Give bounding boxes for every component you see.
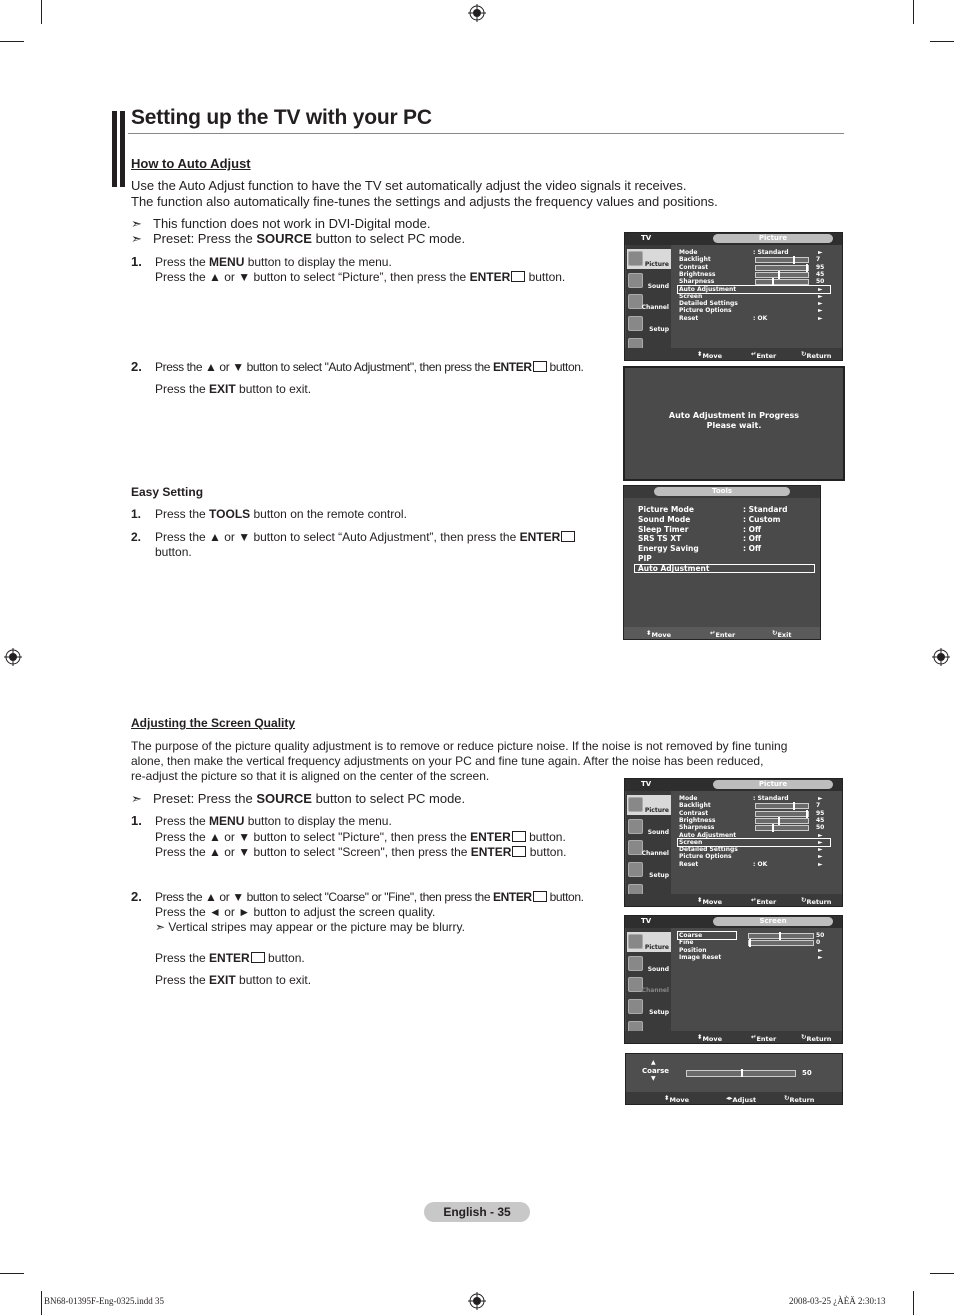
note-arrow-icon: ➣ xyxy=(131,216,142,231)
osd-slider[interactable] xyxy=(755,811,809,817)
osd-row-value: 50 xyxy=(816,824,825,832)
enter-icon xyxy=(512,846,526,857)
submenu-arrow-icon: ► xyxy=(818,314,823,322)
progress-line2: Please wait. xyxy=(706,421,762,430)
submenu-arrow-icon: ► xyxy=(818,831,823,839)
auto-note1 xyxy=(131,216,430,232)
osd-row-value: 50 xyxy=(816,278,825,286)
footer-left: BN68-01395F-Eng-0325.indd 35 xyxy=(44,1296,164,1306)
sidebar-label: Picture xyxy=(644,944,669,951)
osd-menu-row[interactable]: Reset xyxy=(679,860,699,868)
osd-menu-row[interactable]: Auto Adjustment xyxy=(679,285,737,293)
tools-row-value: : Custom xyxy=(743,514,781,524)
sidebar-label: Channel xyxy=(641,304,669,311)
move-hint: ⬍ Move xyxy=(697,350,723,360)
picture-icon xyxy=(628,251,643,266)
slider-knob[interactable] xyxy=(779,932,781,940)
osd-menu-row[interactable]: Detailed Settings xyxy=(679,300,738,308)
slider-knob[interactable] xyxy=(806,264,808,272)
return-hint: ↻ Return xyxy=(784,1094,815,1104)
enter-icon xyxy=(251,952,265,963)
sidebar-label: Setup xyxy=(649,872,669,879)
setup-icon xyxy=(628,862,643,877)
osd-row-value: 45 xyxy=(816,816,825,824)
osd-menu-row[interactable]: Contrast xyxy=(679,809,709,817)
auto-intro-line2: The function also automatically fine-tunes the settings and adjusts the frequency values and positions. xyxy=(131,194,718,209)
enter-icon xyxy=(512,831,526,842)
crop-mark xyxy=(0,1273,24,1274)
slider-knob[interactable] xyxy=(741,1069,743,1077)
tools-row-value: : Off xyxy=(743,524,762,534)
slider-knob[interactable] xyxy=(793,802,795,810)
registration-mark-icon xyxy=(468,1292,486,1310)
quality-step2-line4: Press the ENTER button. xyxy=(155,951,305,965)
tools-row[interactable]: Sound Mode xyxy=(638,514,691,524)
osd-slider[interactable] xyxy=(755,272,809,278)
sidebar-item-picture[interactable] xyxy=(627,795,671,815)
osd-tv-label: TV xyxy=(641,917,652,925)
submenu-arrow-icon: ► xyxy=(818,860,823,868)
osd-screen-menu xyxy=(624,915,843,1044)
osd-highlight xyxy=(677,931,737,940)
submenu-arrow-icon: ► xyxy=(818,795,823,802)
osd-row-value: 45 xyxy=(816,270,825,278)
submenu-arrow-icon: ► xyxy=(818,846,823,854)
osd-row-value: 95 xyxy=(816,263,825,271)
return-hint: ↻ Return xyxy=(801,1033,832,1043)
note-arrow-icon: ➣ xyxy=(131,231,142,246)
osd-row-value: 50 xyxy=(816,932,825,939)
crop-mark xyxy=(930,41,954,42)
osd-menu-row[interactable]: Position xyxy=(679,946,707,954)
title-accent-bar xyxy=(120,111,125,187)
osd-footer xyxy=(625,894,842,906)
coarse-slider[interactable] xyxy=(686,1070,796,1077)
sound-icon xyxy=(628,819,643,834)
picture-icon xyxy=(628,934,643,949)
enter-icon xyxy=(561,531,575,542)
submenu-arrow-icon: ► xyxy=(818,307,823,315)
osd-footer xyxy=(624,627,820,639)
sidebar-label: Sound xyxy=(647,966,669,973)
sidebar-label: Sound xyxy=(647,283,669,290)
osd-picture-menu-2 xyxy=(624,778,843,907)
osd-highlight xyxy=(634,564,815,573)
registration-mark-icon xyxy=(468,4,486,22)
crop-mark xyxy=(913,1291,914,1315)
sidebar-item-picture[interactable] xyxy=(627,249,671,269)
picture-icon xyxy=(628,797,643,812)
registration-mark-icon xyxy=(4,648,22,666)
tools-row-value: : Off xyxy=(743,544,762,554)
submenu-arrow-icon: ► xyxy=(818,285,823,293)
enter-hint: ↵ Enter xyxy=(710,629,736,639)
crop-mark xyxy=(930,1273,954,1274)
osd-menu-row[interactable]: Reset xyxy=(679,314,699,322)
sidebar-label: Setup xyxy=(649,1009,669,1016)
section-heading-easy-setting: Easy Setting xyxy=(131,485,204,499)
quality-step1-line3: Press the ▲ or ▼ button to select "Screen", then press the ENTER button. xyxy=(155,845,567,859)
sidebar-label: Channel xyxy=(641,987,669,994)
osd-tv-label: TV xyxy=(641,780,652,788)
osd-auto-adjust-progress xyxy=(623,366,845,481)
sound-icon xyxy=(628,956,643,971)
crop-mark xyxy=(0,41,24,42)
down-arrow-icon: ▼ xyxy=(651,1075,656,1082)
quality-para-line3: re-adjust the picture so that it is aligned on the center of the screen. xyxy=(131,769,490,783)
sidebar-item-sound[interactable] xyxy=(627,817,671,837)
enter-hint: ↵ Enter xyxy=(751,896,777,906)
osd-slider[interactable] xyxy=(755,265,809,271)
adjust-hint: ◂▸ Adjust xyxy=(726,1094,757,1104)
step-number: 2. xyxy=(131,530,142,544)
progress-line1: Auto Adjustment in Progress xyxy=(668,411,800,420)
osd-menu-row[interactable]: Picture Options xyxy=(679,307,732,315)
tools-row[interactable]: SRS TS XT xyxy=(638,534,682,544)
quality-step1-line1: Press the MENU button to display the menu. xyxy=(155,814,392,828)
osd-picture-menu xyxy=(624,232,843,361)
osd-menu-row[interactable]: Sharpness xyxy=(679,824,715,832)
note-arrow-icon: ➣ xyxy=(155,920,169,934)
quality-step1-line2: Press the ▲ or ▼ button to select "Picture", then press the ENTER button. xyxy=(155,830,566,844)
quality-para-line1: The purpose of the picture quality adjustment is to remove or reduce picture noise. If the noise is not removed by fine tuning xyxy=(131,739,788,753)
enter-hint: ↵ Enter xyxy=(751,350,777,360)
sidebar-label: Sound xyxy=(647,829,669,836)
sidebar-item-channel[interactable] xyxy=(627,975,671,995)
auto-step1-line2: Press the ▲ or ▼ button to select “Picture”, then press the ENTER button. xyxy=(155,270,566,284)
sidebar-item-setup[interactable] xyxy=(627,997,671,1017)
osd-row-value: 7 xyxy=(816,802,821,810)
auto-step2-line1: Press the ▲ or ▼ button to select "Auto Adjustment", then press the ENTER button. xyxy=(155,360,584,374)
sidebar-label: Picture xyxy=(644,261,669,268)
step-number: 1. xyxy=(131,813,142,828)
osd-menu-row[interactable]: Screen xyxy=(679,838,703,846)
note-arrow-icon: ➣ xyxy=(131,791,142,806)
osd-highlight xyxy=(677,285,831,294)
osd-slider[interactable] xyxy=(755,803,809,809)
auto-intro-line1: Use the Auto Adjust function to have the TV set automatically adjust the video signals it receives. xyxy=(131,178,687,193)
osd-title: Tools xyxy=(654,487,790,496)
slider-knob[interactable] xyxy=(772,824,774,832)
osd-row-value: : OK xyxy=(753,860,768,868)
coarse-label: Coarse xyxy=(642,1067,670,1075)
tools-row[interactable]: Picture Mode xyxy=(638,505,694,514)
osd-menu-row[interactable]: Fine xyxy=(679,939,694,947)
slider-knob[interactable] xyxy=(778,817,780,825)
osd-slider[interactable] xyxy=(748,940,814,946)
auto-step2-line2: Press the EXIT button to exit. xyxy=(155,382,312,396)
osd-slider[interactable] xyxy=(755,818,809,824)
osd-menu-row[interactable]: Picture Options xyxy=(679,853,732,861)
osd-menu-row[interactable]: Image Reset xyxy=(679,953,722,961)
osd-row-value: : Standard xyxy=(753,795,789,802)
osd-row-value: 7 xyxy=(816,256,821,264)
crop-mark xyxy=(41,1291,42,1315)
osd-slider[interactable] xyxy=(755,825,809,831)
section-heading-auto-adjust: How to Auto Adjust xyxy=(131,156,251,171)
page-title: Setting up the TV with your PC xyxy=(131,106,432,129)
slider-knob[interactable] xyxy=(778,271,780,279)
sidebar-label: Setup xyxy=(649,326,669,333)
step-number: 1. xyxy=(131,254,142,269)
sidebar-item-channel[interactable] xyxy=(627,838,671,858)
title-accent-bar xyxy=(112,111,117,187)
enter-icon xyxy=(511,271,525,282)
osd-menu-row[interactable]: Screen xyxy=(679,292,703,300)
auto-step1-line1: Press the MENU button to display the menu. xyxy=(155,255,392,269)
note-bold: SOURCE xyxy=(256,231,312,246)
tools-row-value: : Off xyxy=(743,534,762,544)
osd-slider[interactable] xyxy=(755,257,809,263)
enter-icon xyxy=(533,891,547,902)
osd-menu-row[interactable]: Brightness xyxy=(679,816,716,824)
exit-hint: ↻ Exit xyxy=(772,629,792,639)
step-number: 2. xyxy=(131,889,142,904)
submenu-arrow-icon: ► xyxy=(818,249,823,256)
move-hint: ⬍ Move xyxy=(646,629,672,639)
submenu-arrow-icon: ► xyxy=(818,300,823,308)
submenu-arrow-icon: ► xyxy=(818,838,823,846)
coarse-value: 50 xyxy=(802,1069,812,1077)
footer-right: 2008-03-25 ¿ÀÈÄ 2:30:13 xyxy=(789,1296,886,1306)
easy-step2-line2: button. xyxy=(155,545,192,559)
sidebar-item-picture[interactable] xyxy=(627,932,671,952)
osd-footer xyxy=(625,348,842,360)
tools-row-value: : Standard xyxy=(743,505,788,514)
quality-step2-line1: Press the ▲ or ▼ button to select "Coarse" or "Fine", then press the ENTER button. xyxy=(155,890,584,904)
osd-menu-row[interactable]: Mode xyxy=(679,249,698,256)
osd-menu-row[interactable]: Sharpness xyxy=(679,278,715,286)
quality-step2-line2: Press the ◄ or ► button to adjust the screen quality. xyxy=(155,905,436,919)
osd-menu-row[interactable]: Contrast xyxy=(679,263,709,271)
osd-row-value: : OK xyxy=(753,314,768,322)
easy-step1: Press the TOOLS button on the remote control. xyxy=(155,507,407,521)
osd-menu-row[interactable]: Brightness xyxy=(679,270,716,278)
osd-tv-label: TV xyxy=(641,234,652,242)
enter-hint: ↵ Enter xyxy=(751,1033,777,1043)
crop-mark xyxy=(41,0,42,24)
osd-footer xyxy=(626,1092,842,1104)
osd-menu-row[interactable]: Backlight xyxy=(679,256,711,264)
registration-mark-icon xyxy=(932,648,950,666)
submenu-arrow-icon: ► xyxy=(818,853,823,861)
slider-knob[interactable] xyxy=(806,810,808,818)
sidebar-label: Channel xyxy=(641,850,669,857)
slider-knob[interactable] xyxy=(749,939,751,947)
osd-row-value: : Standard xyxy=(753,249,789,256)
submenu-arrow-icon: ► xyxy=(818,292,823,300)
step-number: 2. xyxy=(131,359,142,374)
move-hint: ⬍ Move xyxy=(664,1094,690,1104)
move-hint: ⬍ Move xyxy=(697,1033,723,1043)
sidebar-item-sound[interactable] xyxy=(627,271,671,291)
osd-menu-row[interactable]: Mode xyxy=(679,795,698,802)
sidebar-item-sound[interactable] xyxy=(627,954,671,974)
osd-title: Picture xyxy=(713,234,833,243)
quality-para-line2: alone, then make the vertical frequency adjustments on your PC and fine tune again. After the noise has been reduced, xyxy=(131,754,764,768)
osd-highlight xyxy=(677,838,831,847)
tools-row[interactable]: Sleep Timer xyxy=(638,524,689,534)
return-hint: ↻ Return xyxy=(801,896,832,906)
osd-footer xyxy=(625,1031,842,1043)
sidebar-item-setup[interactable] xyxy=(627,860,671,880)
osd-menu-row[interactable]: Detailed Settings xyxy=(679,846,738,854)
quality-note: ➣ Preset: Press the SOURCE button to select PC mode. xyxy=(131,791,466,806)
sidebar-item-setup[interactable] xyxy=(627,314,671,334)
osd-menu-row[interactable]: Coarse xyxy=(679,932,703,939)
easy-step2-line1: Press the ▲ or ▼ button to select “Auto Adjustment”, then press the ENTER xyxy=(155,530,575,545)
crop-mark xyxy=(913,0,914,24)
move-hint: ⬍ Move xyxy=(697,896,723,906)
osd-row-value: 95 xyxy=(816,809,825,817)
sound-icon xyxy=(628,273,643,288)
osd-title: Screen xyxy=(713,917,833,926)
submenu-arrow-icon: ► xyxy=(818,953,823,961)
step-number: 1. xyxy=(131,507,142,521)
enter-icon xyxy=(533,361,547,372)
section-heading-screen-quality: Adjusting the Screen Quality xyxy=(131,716,296,730)
setup-icon xyxy=(628,316,643,331)
slider-knob[interactable] xyxy=(793,256,795,264)
osd-coarse-slider xyxy=(625,1053,843,1105)
submenu-arrow-icon: ► xyxy=(818,946,823,954)
up-arrow-icon: ▲ xyxy=(651,1059,656,1066)
return-hint: ↻ Return xyxy=(801,350,832,360)
note-text: Preset: Press the xyxy=(153,231,257,246)
page-number: English - 35 xyxy=(424,1202,530,1222)
tools-row[interactable]: PIP xyxy=(638,554,652,563)
note-text: button to select PC mode. xyxy=(311,231,466,246)
osd-row-value: 0 xyxy=(816,939,821,947)
setup-icon xyxy=(628,999,643,1014)
quality-step2-line3: ➣ Vertical stripes may appear or the picture may be blurry. xyxy=(155,920,465,934)
quality-step2-line5: Press the EXIT button to exit. xyxy=(155,973,312,987)
osd-menu-row[interactable]: Auto Adjustment xyxy=(679,831,737,839)
note-text: This function does not work in DVI-Digital mode. xyxy=(153,216,431,231)
tools-row[interactable]: Auto Adjustment xyxy=(638,563,710,573)
sidebar-item-channel[interactable] xyxy=(627,292,671,312)
title-rule xyxy=(128,133,844,134)
sidebar-label: Picture xyxy=(644,807,669,814)
osd-tools-menu xyxy=(623,485,821,640)
osd-slider[interactable] xyxy=(748,933,814,939)
osd-menu-row[interactable]: Backlight xyxy=(679,802,711,810)
osd-title: Picture xyxy=(713,780,833,789)
auto-note2 xyxy=(131,231,465,247)
tools-row[interactable]: Energy Saving xyxy=(638,544,699,554)
